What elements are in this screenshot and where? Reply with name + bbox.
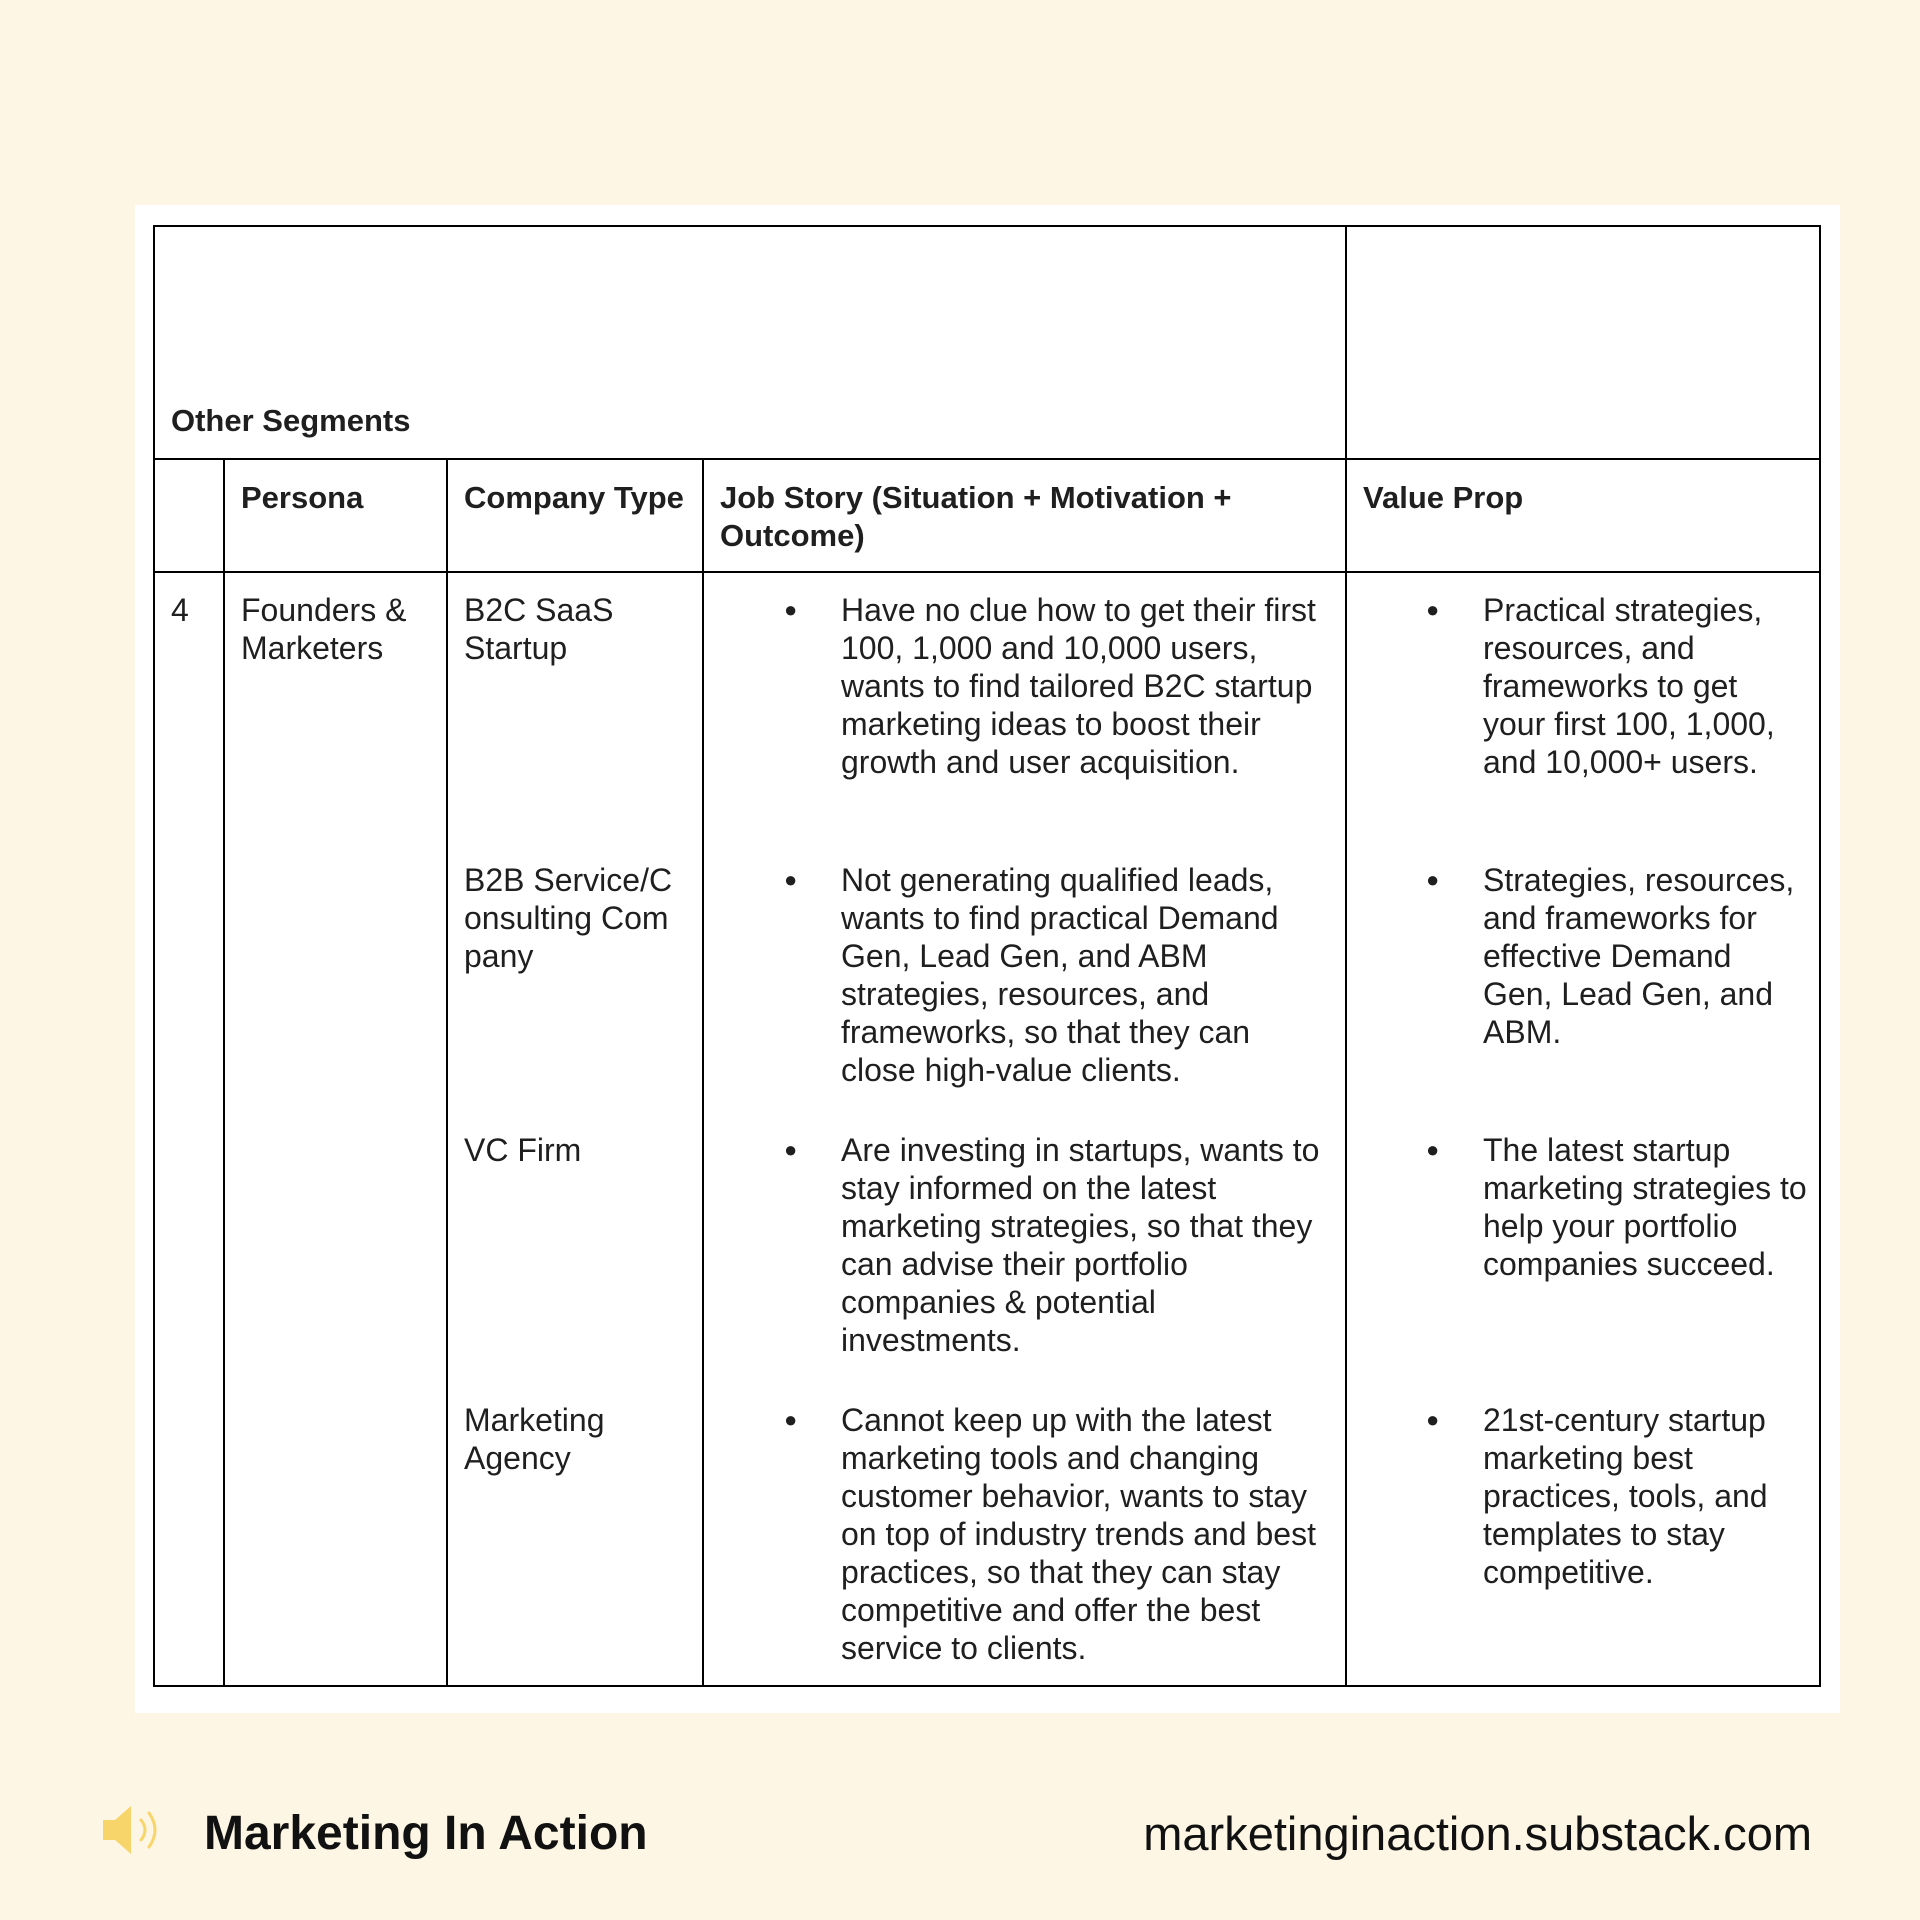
company-type-cell [447, 572, 703, 1686]
company-type-item: VC Firm [464, 1132, 582, 1168]
job-story-text: Not generating qualified leads, wants to find practical Demand Gen, Lead Gen, and ABM strategies, resources, and frameworks, so that they can close high-value clients. [841, 862, 1279, 1088]
persona-cell [224, 572, 447, 1686]
header-value-prop-label: Value Prop [1363, 480, 1524, 515]
bullet-icon: ● [784, 1407, 798, 1432]
segments-table [153, 225, 1821, 1687]
value-prop-text: Practical strategies, resources, and frameworks to get your first 100, 1,000, and 10,000+ users. [1483, 592, 1775, 780]
bullet-icon: ● [784, 597, 798, 622]
bullet-icon: ● [784, 867, 798, 892]
header-job-story [703, 459, 1346, 572]
section-banner-cell [154, 226, 1346, 459]
value-prop-cell [1346, 572, 1820, 1686]
company-type-item: B2B Service/Consulting Company [464, 862, 673, 974]
table-row [154, 572, 1820, 1686]
section-banner-row [154, 226, 1820, 459]
bullet-icon: ● [784, 1137, 798, 1162]
speaker-icon [101, 1800, 173, 1860]
section-title: Other Segments [171, 403, 411, 438]
bullet-icon: ● [1426, 1407, 1440, 1432]
job-story-cell [703, 572, 1346, 1686]
header-value-prop [1346, 459, 1820, 572]
company-type-item: Marketing Agency [464, 1402, 605, 1476]
company-type-item: B2C SaaS Startup [464, 592, 614, 666]
section-banner-empty-cell [1346, 226, 1820, 459]
job-story-item [704, 591, 1345, 861]
value-prop-item [1347, 1131, 1819, 1401]
value-prop-item [1347, 591, 1819, 861]
persona-label: Founders & Marketers [241, 592, 407, 666]
row-number-cell [154, 572, 224, 1686]
job-story-text: Have no clue how to get their first 100, 1,000 and 10,000 users, wants to find tailored B2C startup marketing ideas to boost their growth and user acquisition. [841, 592, 1316, 780]
header-company-type-label: Company Type [464, 480, 684, 515]
row-number: 4 [171, 592, 189, 628]
footer-url-link[interactable]: marketinginaction.substack.com [1143, 1807, 1812, 1860]
bullet-icon: ● [1426, 1137, 1440, 1162]
footer-brand: Marketing In Action [204, 1807, 648, 1860]
value-prop-item [1347, 1401, 1819, 1591]
job-story-text: Cannot keep up with the latest marketing tools and changing customer behavior, wants to stay on top of industry trends and best practices, so that they can stay competitive and offer the best service to clients. [841, 1402, 1316, 1666]
value-prop-text: 21st-century startup marketing best practices, tools, and templates to stay competitive. [1483, 1402, 1768, 1590]
job-story-item [704, 861, 1345, 1131]
job-story-item [704, 1131, 1345, 1401]
job-story-text: Are investing in startups, wants to stay informed on the latest marketing strategies, so that they can advise their portfolio companies & potential investments. [841, 1132, 1320, 1358]
job-story-item [704, 1401, 1345, 1667]
bullet-icon: ● [1426, 597, 1440, 622]
header-job-story-label: Job Story (Situation + Motivation + Outcome) [720, 480, 1232, 553]
value-prop-item [1347, 861, 1819, 1131]
header-company-type [447, 459, 703, 572]
header-persona [224, 459, 447, 572]
value-prop-text: The latest startup marketing strategies to help your portfolio companies succeed. [1483, 1132, 1807, 1282]
header-number [154, 459, 224, 572]
table-card [135, 205, 1840, 1713]
header-persona-label: Persona [241, 480, 364, 515]
table-header-row [154, 459, 1820, 572]
value-prop-text: Strategies, resources, and frameworks for effective Demand Gen, Lead Gen, and ABM. [1483, 862, 1795, 1050]
bullet-icon: ● [1426, 867, 1440, 892]
